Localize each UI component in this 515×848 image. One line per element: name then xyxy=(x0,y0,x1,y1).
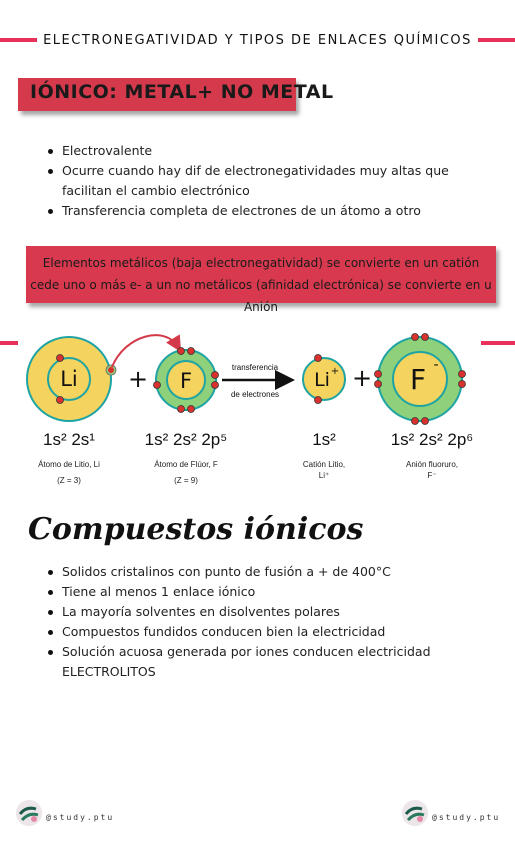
page-title: ELECTRONEGATIVIDAD Y TIPOS DE ENLACES QUÍMICOS xyxy=(0,33,515,48)
logo-left xyxy=(16,800,42,826)
caption-f-ion-2: F⁻ xyxy=(427,471,437,480)
caption-li-1: Átomo de Litio, Li xyxy=(38,460,100,469)
handle-right: @study.ptu xyxy=(432,813,501,822)
callout-text: Elementos metálicos (baja electronegatividad) se convierte en un catión cede uno o más e- a un no metálicos (afinidad electrónica) se convierte en u Anión xyxy=(30,256,492,314)
f-ion-charge: - xyxy=(433,357,439,373)
ionic-bullet-list xyxy=(46,141,486,221)
transfer-label-2: de electrones xyxy=(230,390,280,399)
caption-li-2: (Z = 3) xyxy=(57,476,81,485)
logo-right xyxy=(402,800,428,826)
fluoride-anion xyxy=(375,334,466,425)
lithium-cation xyxy=(303,355,345,404)
handle-left: @study.ptu xyxy=(46,813,115,822)
lithium-atom xyxy=(27,337,111,421)
compounds-bullet-list xyxy=(46,562,496,682)
list-item: Solución acuosa generada por iones conducen electricidad ELECTROLITOS xyxy=(46,642,496,682)
li-ion-charge: + xyxy=(330,366,340,377)
list-item: Ocurre cuando hay dif de electronegatividades muy altas que facilitan el cambio electrónico xyxy=(46,161,486,201)
caption-f-2: (Z = 9) xyxy=(174,476,198,485)
f-symbol: F xyxy=(179,369,193,393)
palm-leaf-icon xyxy=(16,800,42,826)
list-item: Compuestos fundidos conducen bien la electricidad xyxy=(46,622,496,642)
caption-li-ion-2: Li⁺ xyxy=(318,471,330,480)
list-item: La mayoría solventes en disolventes polares xyxy=(46,602,496,622)
fluorine-atom xyxy=(154,348,219,413)
compounds-heading: Compuestos iónicos xyxy=(28,512,364,547)
config-li: 1s² 2s¹ xyxy=(43,430,95,449)
caption-f-1: Átomo de Flúor, F xyxy=(154,460,218,469)
list-item: Tiene al menos 1 enlace iónico xyxy=(46,582,496,602)
li-ion-symbol: Li xyxy=(314,369,330,391)
plus-sign: + xyxy=(127,365,149,393)
list-item: Solidos cristalinos con punto de fusión a + de 400°C xyxy=(46,562,496,582)
list-item: Electrovalente xyxy=(46,141,486,161)
palm-leaf-icon xyxy=(402,800,428,826)
f-ion-symbol: F xyxy=(409,363,427,396)
li-symbol: Li xyxy=(60,367,78,391)
config-li-ion: 1s² xyxy=(312,430,336,449)
transfer-electron xyxy=(108,367,114,373)
ionic-bond-diagram xyxy=(0,325,515,495)
caption-f-ion-1: Anión fluoruro, xyxy=(405,460,459,469)
config-f-ion: 1s² 2s² 2p⁶ xyxy=(390,430,474,449)
ionic-heading: IÓNICO: METAL+ NO METAL xyxy=(30,81,334,103)
caption-li-ion-1: Catión Litio, xyxy=(302,460,346,469)
list-item: Transferencia completa de electrones de un átomo a otro xyxy=(46,201,486,221)
plus-sign-2: + xyxy=(351,364,373,392)
config-f: 1s² 2s² 2p⁵ xyxy=(144,430,228,449)
transfer-label-1: transferencia xyxy=(231,363,279,372)
